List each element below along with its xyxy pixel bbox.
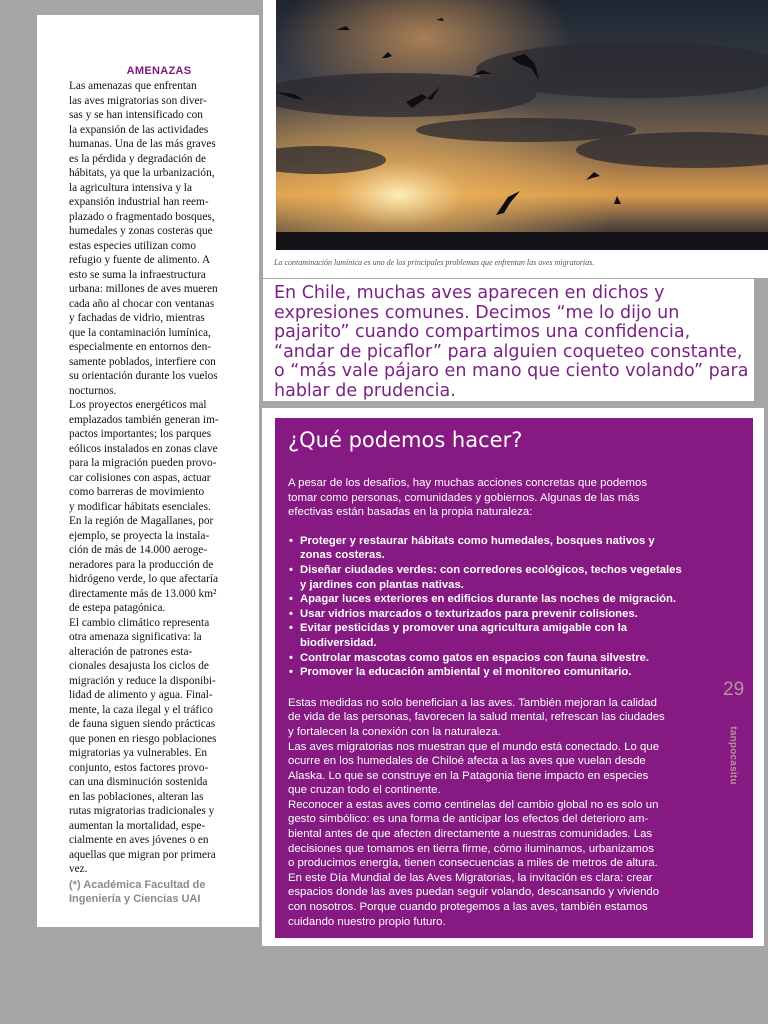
- photo-caption: La contaminación lumínica es uno de los principales problemas que enfrentan las aves migratorias.: [266, 252, 702, 274]
- article-body: Las amenazas que enfrentan las aves migratorias son diver- sas y se han intensificado con la expansión de las actividades humanas. Una de las más graves es la pérdida y degradación de hábitats, ya que la urbanización, la agricultura intensiva y la expansión industrial han reem- plazado o fragmentado bosques, humedales y zonas costeras que estas especies utilizan como refugio y fuente de alimento. A esto se suma la infraestructura urbana: millones de aves mueren cada año al chocar con ventanas y fachadas de vidrio, mientras que la contaminación lumínica, especialmente en entornos den- samente poblados, interfiere con su orientación durante los vuelos nocturnos. Los proyectos energéticos mal emplazados también generan im- pactos importantes; los parques eólicos instalados en zonas clave para la migración pueden provo- car colisiones con aspas, actuar como barreras de movimiento y modificar hábitats esenciales. En la región de Magallanes, por ejemplo, se proyecta la instala- ción de más de 14.000 aeroge- neradores para la producción de hidrógeno verde, lo que afectaría directamente más de 13.000 km² de estepa patagónica. El cambio climático representa otra amenaza significativa: la alteración de patrones esta- cionales desajusta los ciclos de migración y reduce la disponibi- lidad de alimento y agua. Final- mente, la caza ilegal y el tráfico de fauna siguen siendo prácticas que ponen en riesgo poblaciones migratorias ya vulnerables. En conjunto, estos factores provo- can una disminución sostenida en las poblaciones, alteran las rutas migratorias tradicionales y aumentan la mortalidad, espe- cialmente en aves jóvenes o en aquellas que migran por primera vez.: [69, 80, 219, 875]
- sidebar-title: ¿Qué podemos hacer?: [288, 428, 523, 452]
- list-item: • Evitar pesticidas y promover una agricultura amigable con la biodiversidad.: [288, 621, 739, 650]
- page-number: 29: [723, 679, 745, 700]
- list-item: • Promover la educación ambiental y el monitoreo comunitario.: [288, 665, 739, 680]
- author-credit: (*) Académica Facultad de Ingeniería y Ciencias UAI: [69, 878, 206, 905]
- article-column: [37, 15, 259, 927]
- sidebar-closing-text: Estas medidas no solo benefician a las aves. También mejoran la calidad de vida de las personas, favorecen la salud mental, refrescan las ciudades y fortalecen la conexión con la naturaleza. Las aves migratorias nos muestran que el mundo está conectado. Lo que ocurre en los humedales de Chiloé afecta a las aves que vuelan desde Alaska. Lo que se construye en la Patagonia tiene impacto en especies que cruzan todo el continente. Reconocer a estas aves como centinelas del cambio global no es solo un gesto simbólico: es una forma de anticipar los efectos del deterioro am- biental antes de que afecten directamente a nuestras comunidades. Las decisiones que tomamos en tierra firme, cómo iluminamos, urbanizamos o producimos energía, tienen consecuencias a miles de metros de altura. En este Día Mundial de las Aves Migratorias, la invitación es clara: crear espacios donde las aves puedan seguir volando, descansando y viviendo con nosotros. Porque cuando protegemos a las aves, también estamos cuidando nuestro propio futuro.: [288, 696, 665, 928]
- list-item: • Controlar mascotas como gatos en espacios con fauna silvestre.: [288, 651, 739, 666]
- what-can-we-do-box: [275, 418, 753, 938]
- pull-quote: En Chile, muchas aves aparecen en dichos y expresiones comunes. Decimos “me lo dijo un pajarito” cuando compartimos una confidencia, “andar de picaflor” para alguien coqueteo constante, o “más vale pájaro en mano que ciento volando” para hablar de prudencia.: [263, 279, 754, 401]
- list-item: • Usar vidrios marcados o texturizados para prevenir colisiones.: [288, 607, 739, 622]
- magazine-name: tanpocasitu: [727, 726, 739, 785]
- list-item: • Apagar luces exteriores en edificios durante las noches de migración.: [288, 592, 739, 607]
- list-item: • Proteger y restaurar hábitats como humedales, bosques nativos y zonas costeras.: [288, 534, 739, 563]
- section-heading: AMENAZAS: [126, 65, 192, 77]
- list-item: • Diseñar ciudades verdes: con corredores ecológicos, techos vegetales y jardines con plantas nativas.: [288, 563, 739, 592]
- actions-list: [288, 534, 739, 680]
- sidebar-intro: A pesar de los desafíos, hay muchas acciones concretas que podemos tomar como personas, comunidades y gobiernos. Algunas de las más efectivas están basadas en la propia naturaleza:: [288, 477, 648, 519]
- birds-sunset-photo: [276, 0, 768, 250]
